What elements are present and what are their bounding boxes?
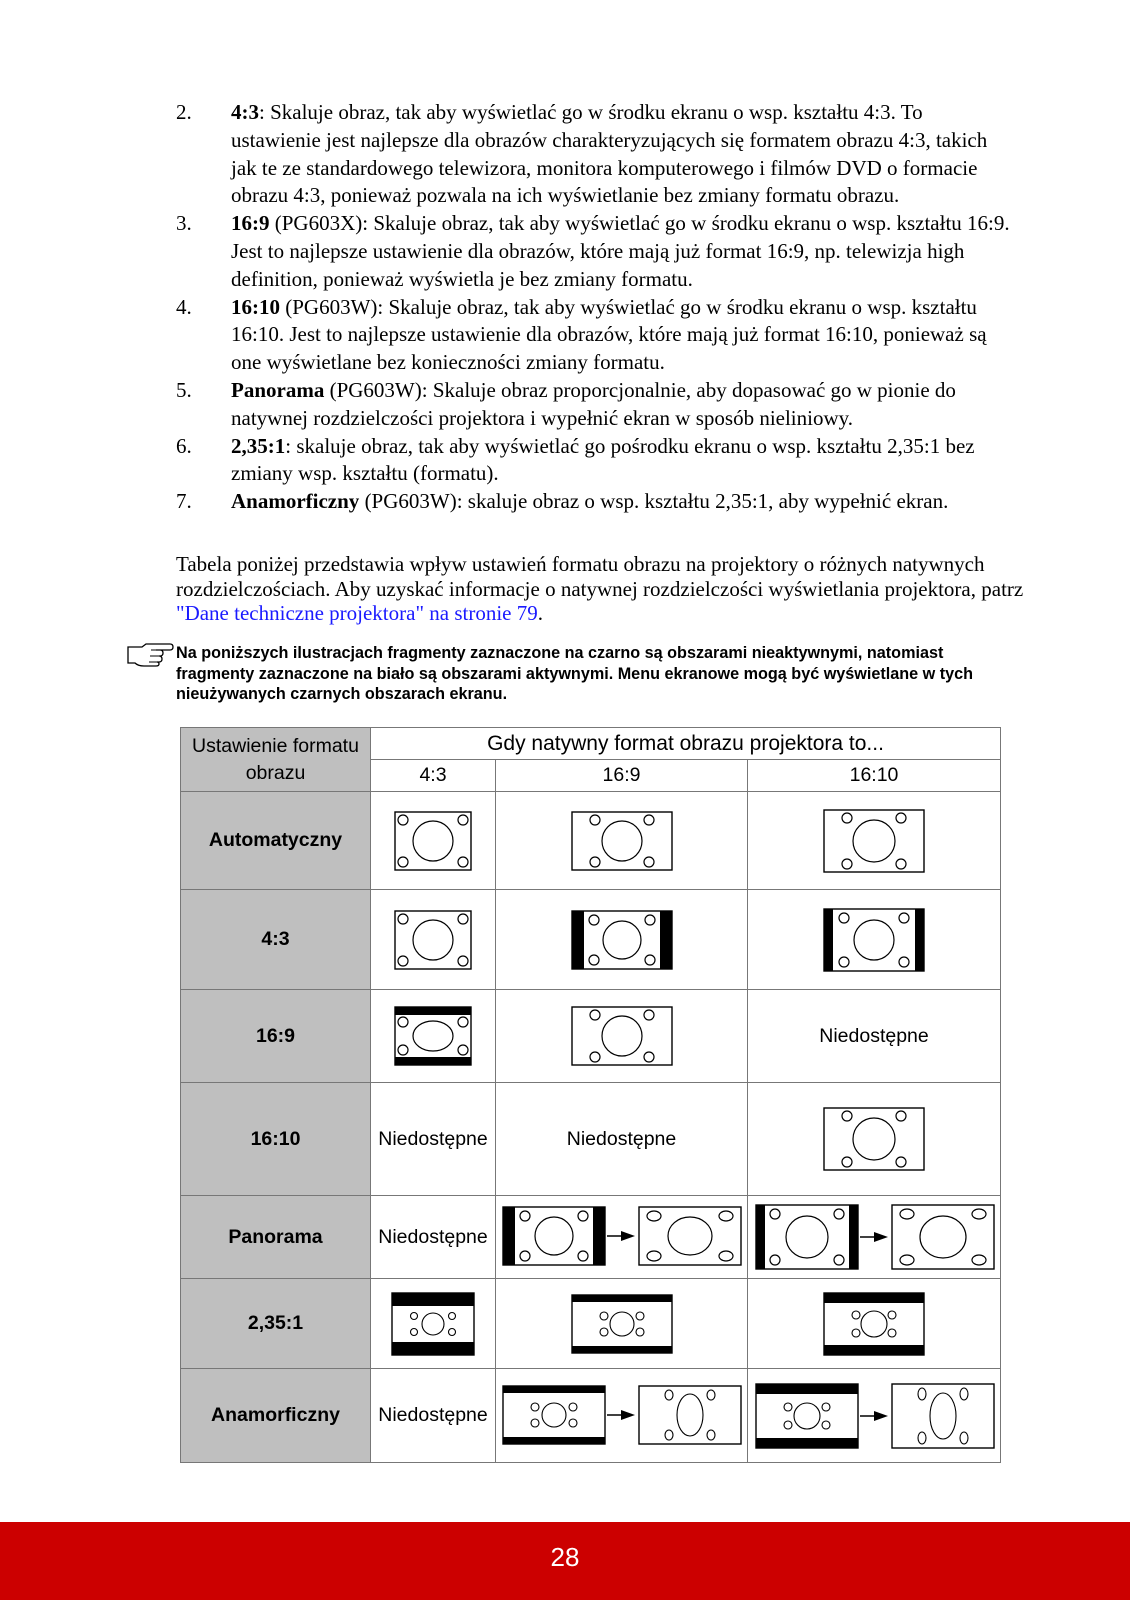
letterbox-43-icon: [394, 1006, 472, 1066]
anamorphic-1610-icon: [750, 1383, 999, 1449]
list-item: 3. 16:9 (PG603X): Skaluje obraz, tak aby wyświetlać go w środku ekranu o wsp. kształtu 16:9. Jest to najlepsze ustawienie dla obrazów, które mają już format 16:9, np. telewizja high definition, ponieważ wyświetla je bez zmiany formatu.: [176, 211, 1010, 291]
panorama-169-icon: [497, 1206, 746, 1268]
unavailable-cell: Niedostępne: [371, 1196, 496, 1279]
illustration-cell: [748, 1279, 1001, 1369]
aspect-ratio-list: [176, 99, 1016, 516]
screen-43-icon: [394, 910, 472, 970]
table-row: [181, 1196, 1001, 1279]
illustration-cell: [496, 792, 748, 890]
pointing-hand-icon: [126, 641, 174, 667]
cinemascope-1610-icon: [823, 1292, 925, 1356]
illustration-cell: [371, 792, 496, 890]
column-header: 4:3: [371, 760, 496, 792]
unavailable-cell: Niedostępne: [371, 1369, 496, 1463]
illustration-cell: [496, 890, 748, 990]
unavailable-cell: Niedostępne: [371, 1083, 496, 1196]
pillarbox-1610-icon: [823, 908, 925, 972]
screen-169-icon: [571, 811, 673, 871]
column-header: 16:9: [496, 760, 748, 792]
table-group-header: Gdy natywny format obrazu projektora to...: [371, 728, 1001, 760]
illustration-cell: [748, 1369, 1001, 1463]
row-header: 2,35:1: [181, 1279, 371, 1369]
unavailable-cell: Niedostępne: [748, 990, 1001, 1083]
row-header: 4:3: [181, 890, 371, 990]
unavailable-cell: Niedostępne: [496, 1083, 748, 1196]
illustration-cell: [496, 1196, 748, 1279]
specs-link[interactable]: "Dane techniczne projektora" na stronie 79: [176, 601, 538, 626]
row-header: Panorama: [181, 1196, 371, 1279]
illustration-cell: [748, 792, 1001, 890]
illustration-cell: [371, 890, 496, 990]
screen-43-icon: [394, 811, 472, 871]
list-item: 5. Panorama (PG603W): Skaluje obraz proporcjonalnie, aby dopasować go w pionie do natywnej rozdzielczości projektora i wypełnić ekran w sposób nieliniowy.: [176, 377, 956, 430]
list-item: 4. 16:10 (PG603W): Skaluje obraz, tak aby wyświetlać go w środku ekranu o wsp. kształtu 16:10. Jest to najlepsze ustawienie dla obrazów, które mają już format 16:10, ponieważ są one wyświetlane bez konieczności zmiany formatu.: [176, 294, 987, 375]
illustration-cell: [748, 1083, 1001, 1196]
table-row: [181, 990, 1001, 1083]
anamorphic-169-icon: [497, 1385, 746, 1447]
list-item: 7. Anamorficzny (PG603W): skaluje obraz o wsp. kształtu 2,35:1, aby wypełnić ekran.: [176, 489, 949, 514]
illustration-cell: [496, 990, 748, 1083]
cinemascope-169-icon: [571, 1294, 673, 1354]
note-text: Na poniższych ilustracjach fragmenty zaznaczone na czarno są obszarami nieaktywnymi, natomiast fragmenty zaznaczone na biało są obszarami aktywnymi. Menu ekranowe mogą być wyświetlane w tych nieużywanych czarnych obszarach ekranu.: [176, 644, 974, 703]
illustration-cell: [371, 1279, 496, 1369]
page-number: 28: [550, 1542, 580, 1572]
intro-paragraph: Tabela poniżej przedstawia wpływ ustawień formatu obrazu na projektory o różnych natywnych rozdzielczościach. Aby uzyskać informacje o natywnej rozdzielczości wyświetlania projektora, patrz "Dane techniczne projektora" na stronie 79.: [176, 552, 1024, 626]
screen-1610-icon: [823, 809, 925, 873]
column-header: 16:10: [748, 760, 1001, 792]
table-row: [181, 890, 1001, 990]
panorama-1610-icon: [750, 1204, 999, 1270]
screen-169-icon: [571, 1006, 673, 1066]
page-footer: [0, 1522, 1130, 1600]
row-header: Automatyczny: [181, 792, 371, 890]
row-header: 16:10: [181, 1083, 371, 1196]
list-item: 6. 2,35:1: skaluje obraz, tak aby wyświetlać go pośrodku ekranu o wsp. kształtu 2,35:1 bez zmiany wsp. kształtu (formatu).: [176, 433, 975, 486]
note-block: [126, 643, 1026, 705]
table-row: [181, 1083, 1001, 1196]
illustration-cell: [748, 1196, 1001, 1279]
row-header: 16:9: [181, 990, 371, 1083]
list-item: 2. 4:3: Skaluje obraz, tak aby wyświetlać go w środku ekranu o wsp. kształtu 4:3. To ustawienie jest najlepsze dla obrazów charakteryzujących się formatem obrazu 4:3, takich jak te ze standardowego telewizora, monitora komputerowego i filmów DVD o formacie obrazu 4:3, ponieważ pozwala na ich wyświetlanie bez zmiany formatu obrazu.: [176, 100, 988, 208]
row-header: Anamorficzny: [181, 1369, 371, 1463]
table-row: [181, 1279, 1001, 1369]
table-row: [181, 1369, 1001, 1463]
table-row: [181, 792, 1001, 890]
table-corner-header: Ustawienie formatu obrazu: [181, 728, 371, 792]
pillarbox-169-icon: [571, 910, 673, 970]
format-table: [180, 727, 1001, 1463]
illustration-cell: [371, 990, 496, 1083]
illustration-cell: [496, 1369, 748, 1463]
illustration-cell: [496, 1279, 748, 1369]
illustration-cell: [748, 890, 1001, 990]
screen-1610-icon: [823, 1107, 925, 1171]
cinemascope-43-icon: [391, 1292, 475, 1356]
